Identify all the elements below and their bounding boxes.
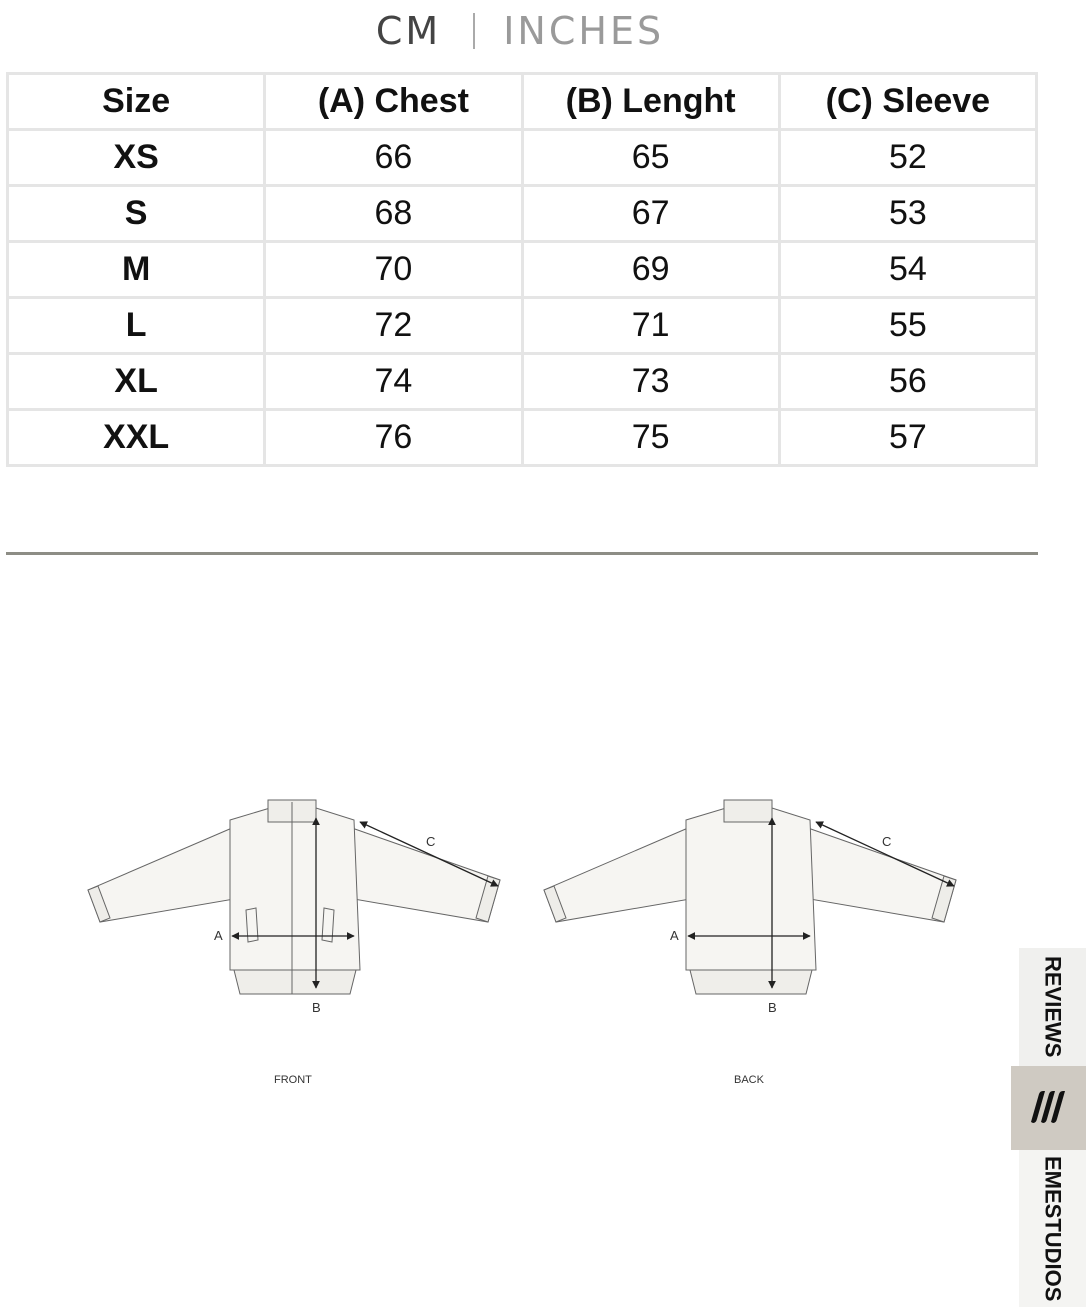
size-cell: XL	[9, 355, 263, 408]
sleeve-cell: 52	[781, 131, 1035, 184]
chest-cell: 66	[266, 131, 520, 184]
table-row	[9, 131, 1035, 184]
unit-toggle	[0, 6, 1040, 56]
table-header-row	[9, 75, 1035, 128]
back-jacket-drawing	[544, 800, 956, 994]
back-caption: BACK	[734, 1074, 764, 1086]
size-cell: S	[9, 187, 263, 240]
sleeve-cell: 55	[781, 299, 1035, 352]
reviews-tab-label: REVIEWS	[1040, 956, 1066, 1058]
reviews-tab[interactable]	[1019, 948, 1086, 1066]
unit-separator	[473, 13, 475, 49]
length-cell: 65	[524, 131, 778, 184]
back-label-b: B	[768, 1000, 777, 1015]
front-jacket-drawing	[88, 800, 500, 994]
header-chest: (A) Chest	[266, 75, 520, 128]
length-cell: 73	[524, 355, 778, 408]
table-row	[9, 187, 1035, 240]
sleeve-cell: 56	[781, 355, 1035, 408]
chest-cell: 68	[266, 187, 520, 240]
chest-cell: 76	[266, 411, 520, 464]
size-cell: XXL	[9, 411, 263, 464]
sleeve-cell: 57	[781, 411, 1035, 464]
table-row	[9, 243, 1035, 296]
chest-cell: 70	[266, 243, 520, 296]
measurement-diagram	[70, 780, 990, 1110]
front-label-a: A	[214, 928, 223, 943]
section-divider	[6, 552, 1038, 555]
size-cell: L	[9, 299, 263, 352]
length-cell: 67	[524, 187, 778, 240]
length-cell: 71	[524, 299, 778, 352]
size-cell: M	[9, 243, 263, 296]
sleeve-cell: 53	[781, 187, 1035, 240]
brand-tab-label: EMESTUDIOS	[1040, 1155, 1066, 1302]
brand-stripes-icon	[1027, 1088, 1071, 1128]
back-label-c: C	[882, 834, 892, 849]
unit-cm-option[interactable]: CM	[375, 9, 442, 53]
length-cell: 69	[524, 243, 778, 296]
size-chart-table	[6, 72, 1038, 467]
back-label-a: A	[670, 928, 679, 943]
front-label-c: C	[426, 834, 436, 849]
header-size: Size	[9, 75, 263, 128]
brand-tab[interactable]	[1019, 1150, 1086, 1307]
unit-inches-option[interactable]: INCHES	[503, 9, 665, 53]
chest-cell: 72	[266, 299, 520, 352]
chest-cell: 74	[266, 355, 520, 408]
table-row	[9, 355, 1035, 408]
table-row	[9, 411, 1035, 464]
length-cell: 75	[524, 411, 778, 464]
brand-logo-tab[interactable]	[1011, 1066, 1086, 1150]
sleeve-cell: 54	[781, 243, 1035, 296]
front-caption: FRONT	[274, 1074, 312, 1086]
size-cell: XS	[9, 131, 263, 184]
header-length: (B) Lenght	[524, 75, 778, 128]
table-row	[9, 299, 1035, 352]
header-sleeve: (C) Sleeve	[781, 75, 1035, 128]
front-label-b: B	[312, 1000, 321, 1015]
